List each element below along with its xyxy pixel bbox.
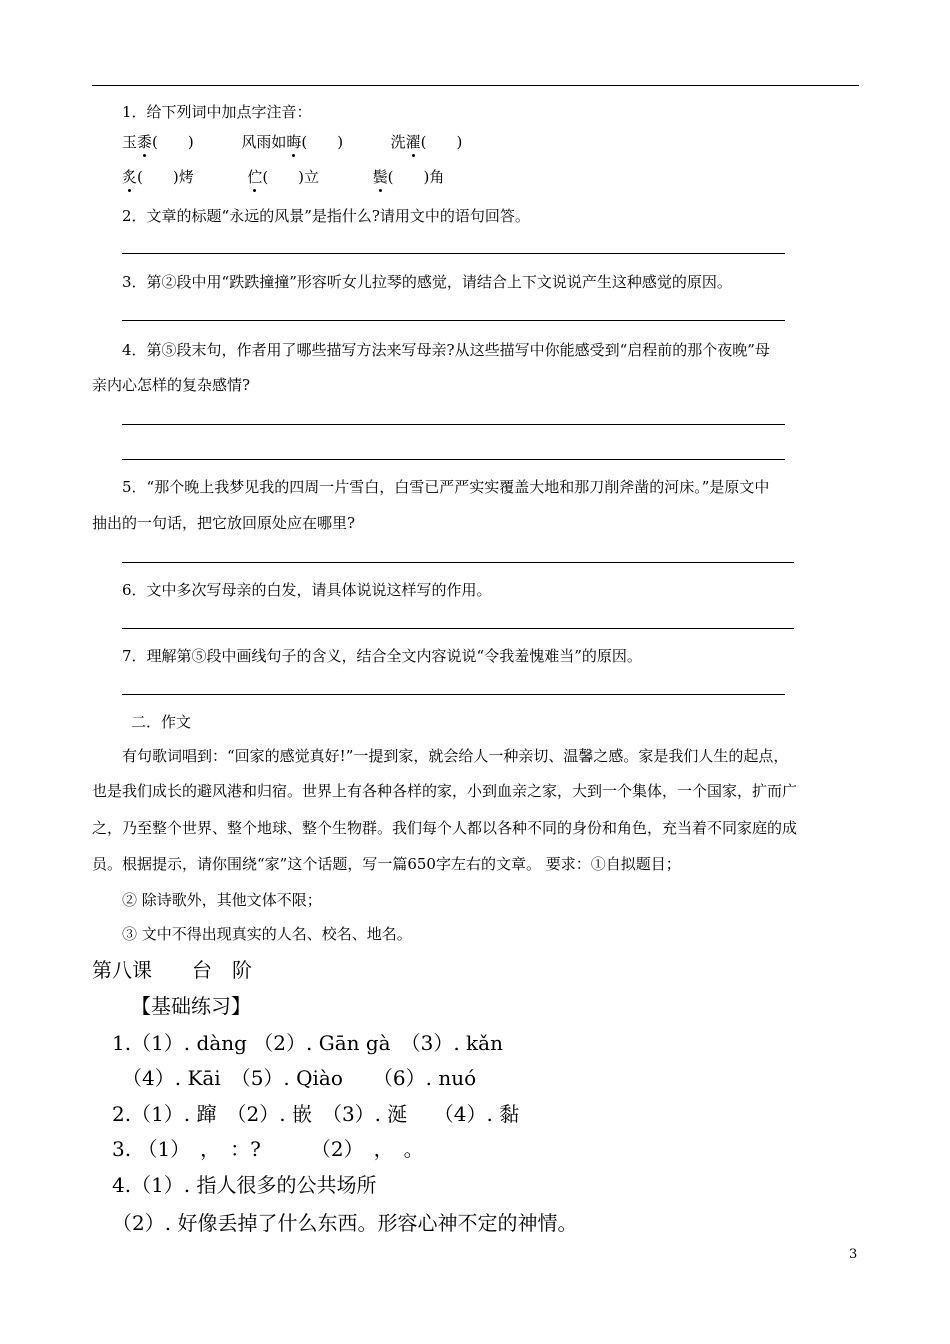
question-4-line-1: 4．第⑤段末句，作者用了哪些描写方法来写母亲?从这些描写中你能感受到“启程前的那个夜晚”母 bbox=[122, 341, 770, 359]
page-number: 3 bbox=[849, 1247, 858, 1262]
basic-practice-heading: 【基础练习】 bbox=[131, 994, 251, 1018]
answer-line bbox=[122, 320, 785, 321]
composition-heading: 二．作文 bbox=[131, 713, 192, 731]
question-6: 6．文中多次写母亲的白发，请具体说说这样写的作用。 bbox=[122, 581, 492, 599]
lesson-title: 第八课 台 阶 bbox=[92, 958, 252, 982]
answer-line bbox=[122, 253, 785, 254]
question-7: 7．理解第⑤段中画线句子的含义，结合全文内容说说“令我羞愧难当”的原因。 bbox=[122, 647, 642, 665]
word-item: 风雨如晦( ) bbox=[241, 133, 344, 151]
question-5-line-1: 5．“那个晚上我梦见我的四周一片雪白，白雪已严严实实覆盖大地和那刀削斧凿的河床。”是原文中 bbox=[122, 478, 770, 496]
answer-line bbox=[122, 459, 785, 460]
word-item: 洗濯( ) bbox=[390, 133, 463, 151]
word-item: 炙( )烤 bbox=[122, 168, 194, 186]
answer-line bbox=[122, 628, 794, 629]
answer-2: 2.（1）. 蹿 （2）. 嵌 （3）. 涎 （4）. 黏 bbox=[112, 1102, 520, 1126]
question-3: 3．第②段中用“跌跌撞撞”形容听女儿拉琴的感觉，请结合上下文说说产生这种感觉的原因。 bbox=[122, 273, 732, 291]
question-4-line-2: 亲内心怎样的复杂感情? bbox=[92, 376, 251, 394]
answer-3: 3. （1） ， ：? （2） ， 。 bbox=[112, 1137, 424, 1161]
question-1-row-1 bbox=[122, 131, 462, 152]
word-item: 玉黍( ) bbox=[122, 133, 194, 151]
answer-line bbox=[122, 424, 785, 425]
answer-1-line-2: （4）. Kāi （5）. Qiào （6）. nuó bbox=[122, 1066, 477, 1090]
word-item: 鬓( )角 bbox=[372, 168, 445, 186]
question-1-title: 1．给下列词中加点字注音： bbox=[122, 103, 312, 121]
question-1-row-2 bbox=[122, 166, 444, 187]
question-5-line-2: 抽出的一句话，把它放回原处应在哪里? bbox=[92, 514, 356, 532]
answer-4-line-1: 4.（1）. 指人很多的公共场所 bbox=[112, 1173, 377, 1197]
composition-requirement-2: ② 除诗歌外，其他文体不限； bbox=[122, 891, 322, 909]
header-rule bbox=[92, 85, 859, 86]
answer-line bbox=[122, 694, 785, 695]
composition-paragraph-line: 员。根据提示，请你围绕“家”这个话题，写一篇650字左右的文章。 要求：①自拟题目； bbox=[92, 855, 681, 873]
word-item: 伫( )立 bbox=[247, 168, 320, 186]
composition-paragraph-line: 之，乃至整个世界、整个地球、整个生物群。我们每个人都以各种不同的身份和角色，充当着不同家庭的成 bbox=[92, 819, 798, 837]
question-2: 2．文章的标题“永远的风景”是指什么?请用文中的语句回答。 bbox=[122, 207, 530, 225]
answer-line bbox=[122, 562, 794, 563]
composition-paragraph-line: 也是我们成长的避风港和归宿。世界上有各种各样的家，小到血亲之家，大到一个集体，一个国家，扩而广 bbox=[92, 782, 798, 800]
composition-requirement-3: ③ 文中不得出现真实的人名、校名、地名。 bbox=[122, 925, 412, 943]
answer-1-line-1: 1.（1）. dàng （2）. Gān gà （3）. kǎn bbox=[112, 1031, 503, 1055]
answer-4-line-2: （2）. 好像丢掉了什么东西。形容心神不定的神情。 bbox=[112, 1211, 578, 1235]
composition-paragraph-line: 有句歌词唱到：“回家的感觉真好!”一提到家，就会给人一种亲切、温馨之感。家是我们人生的起点， bbox=[122, 747, 789, 765]
